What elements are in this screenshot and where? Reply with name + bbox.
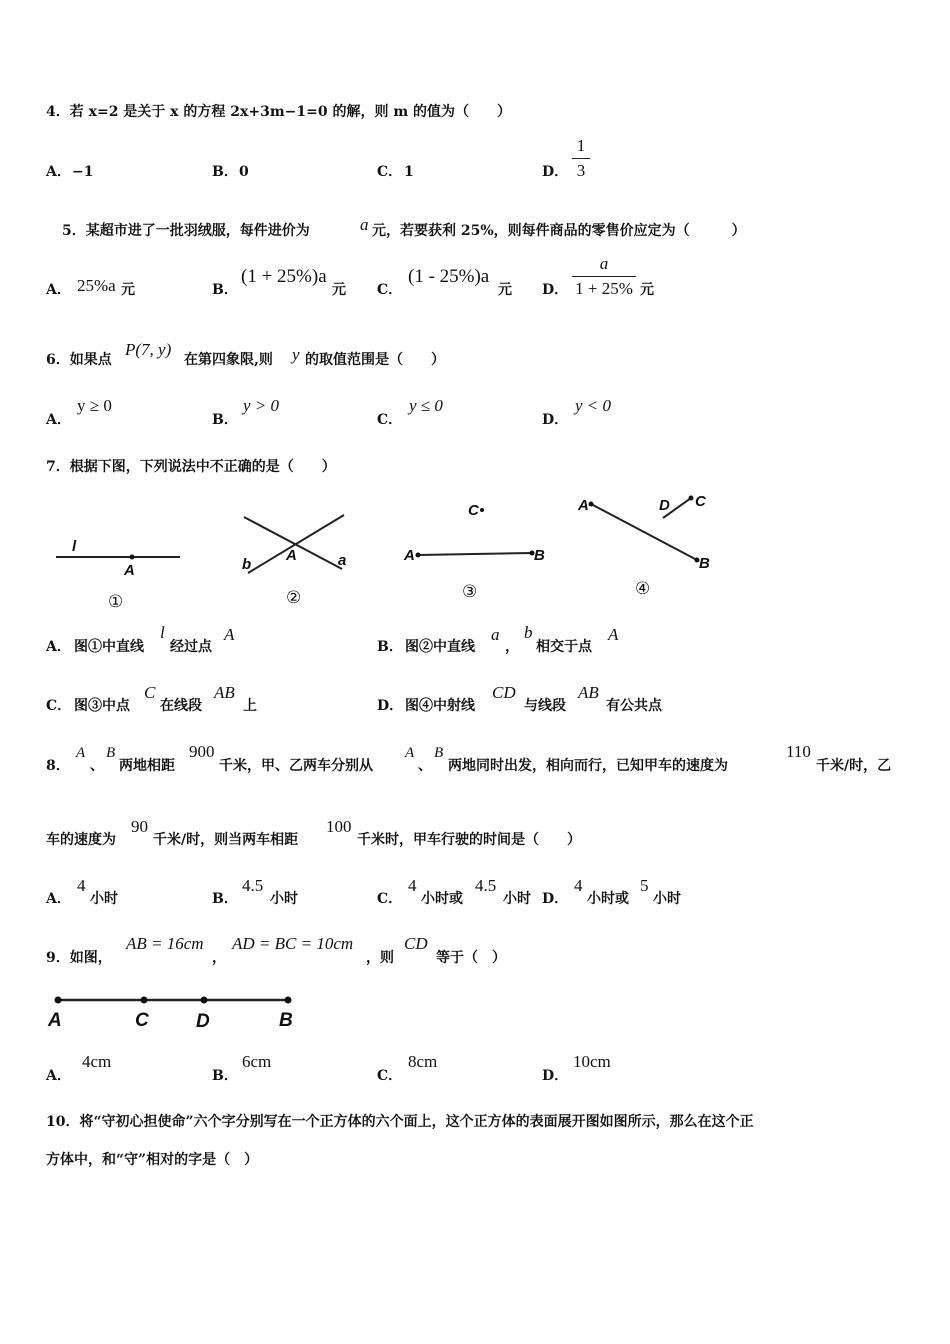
q5-option-a-label: A． bbox=[46, 282, 71, 298]
q8-var-b-2: B bbox=[434, 745, 444, 761]
q7-figure-1 bbox=[50, 535, 190, 615]
q10-line-1: 10．将“守初心担使命”六个字分别写在一个正方体的六个面上，这个正方体的表面展开图如图所示，那么在这个正 bbox=[46, 1114, 754, 1130]
q5-option-b-unit: 元 bbox=[332, 282, 346, 298]
q5-option-b-label: B． bbox=[212, 282, 238, 298]
q7-option-d-text-1: 图④中射线 bbox=[405, 698, 475, 714]
q9-option-d-value: 10cm bbox=[573, 1052, 611, 1071]
point-c bbox=[689, 496, 694, 501]
figure-number-2: ② bbox=[286, 588, 302, 607]
q8-var-a: A bbox=[76, 745, 86, 761]
q8-text-6: 千米/时，则当两车相距 bbox=[153, 832, 299, 848]
q8-option-b-label: B． bbox=[212, 891, 238, 907]
q5-stem-post: 元，若要获利 25%，则每件商品的零售价应定为（ ） bbox=[372, 223, 746, 239]
q9-option-a-label: A． bbox=[46, 1068, 71, 1084]
q4-option-b-label: B． bbox=[212, 164, 238, 180]
label-c: C bbox=[695, 493, 706, 510]
q8-value-100: 100 bbox=[326, 817, 352, 836]
q10-line-2: 方体中，和“守”相对的字是（ ） bbox=[46, 1152, 259, 1168]
q4-option-a-label: A． bbox=[46, 164, 71, 180]
q9-option-c-value: 8cm bbox=[408, 1052, 438, 1071]
label-a: A bbox=[124, 562, 135, 579]
q5-option-d-unit: 元 bbox=[640, 282, 654, 298]
q5-option-a-math: 25%a bbox=[77, 276, 116, 295]
q9-figure bbox=[46, 990, 306, 1035]
q5-option-d-label: D． bbox=[542, 282, 569, 298]
q8-option-b-value: 4.5 bbox=[242, 876, 264, 895]
q9-option-b-label: B． bbox=[212, 1068, 238, 1084]
q4-option-c-label: C． bbox=[377, 164, 403, 180]
q4-option-d-fraction bbox=[572, 136, 590, 181]
q6-stem-mid: 在第四象限,则 bbox=[184, 352, 273, 368]
q8-value-90: 90 bbox=[131, 817, 148, 836]
q5-option-a-unit: 元 bbox=[121, 282, 135, 298]
q4-option-d-label: D． bbox=[542, 164, 569, 180]
q5-stem-pre: 5．某超市进了一批羽绒服，每件进价为 bbox=[62, 223, 310, 239]
q8-text-3: 两地同时出发，相向而行，已知甲车的速度为 bbox=[448, 758, 728, 774]
q5-option-c-math: (1 - 25%)a bbox=[408, 266, 490, 287]
q9-stem-pre: 9．如图， bbox=[46, 950, 112, 966]
q5-option-c-label: C． bbox=[377, 282, 403, 298]
q5-option-b-math: (1 + 25%)a bbox=[241, 266, 327, 287]
q9-option-a-value: 4cm bbox=[82, 1052, 112, 1071]
q8-value-900: 900 bbox=[189, 742, 215, 761]
q5-stem-var: a bbox=[360, 215, 369, 234]
q7-option-b-var-2: b bbox=[524, 623, 533, 642]
q5-option-d-denominator: 1 + 25% bbox=[575, 279, 633, 298]
q8-option-a-value: 4 bbox=[77, 876, 86, 895]
label-a-point: A bbox=[286, 547, 297, 564]
q8-sep-1: 、 bbox=[90, 758, 104, 774]
point-a bbox=[130, 555, 135, 560]
figure-number-1: ① bbox=[108, 592, 124, 611]
q7-figure-4 bbox=[575, 490, 720, 600]
q6-option-c-math: y ≤ 0 bbox=[409, 396, 443, 415]
label-b: B bbox=[534, 547, 545, 564]
q8-option-a-label: A． bbox=[46, 891, 71, 907]
q5-option-c-unit: 元 bbox=[498, 282, 512, 298]
q6-stem-var: y bbox=[292, 345, 300, 364]
q8-option-c-unit: 小时 bbox=[503, 891, 531, 907]
q5-option-d-fraction bbox=[572, 254, 636, 299]
q7-option-d-text-2: 与线段 bbox=[524, 698, 566, 714]
figure-number-3: ③ bbox=[462, 582, 478, 601]
q8-option-c-value-1: 4 bbox=[408, 876, 417, 895]
label-b: B bbox=[699, 555, 710, 572]
q8-text-4: 千米/时，乙 bbox=[816, 758, 892, 774]
q4-option-d-denominator: 3 bbox=[576, 161, 586, 180]
q6-stem-pre: 6．如果点 bbox=[46, 352, 112, 368]
q9-stem-post: 等于（ ） bbox=[436, 950, 506, 966]
q9-math-1: AB = 16cm bbox=[126, 934, 204, 953]
q7-option-c-label: C． bbox=[46, 698, 72, 714]
q7-option-d-label: D． bbox=[377, 698, 404, 714]
q7-option-b-var-3: A bbox=[608, 625, 619, 644]
label-l: l bbox=[72, 538, 77, 555]
q6-option-c-label: C． bbox=[377, 412, 403, 428]
q7-option-d-text-3: 有公共点 bbox=[606, 698, 662, 714]
q7-stem: 7．根据下图，下列说法中不正确的是（ ） bbox=[46, 459, 336, 475]
label-a: A bbox=[578, 497, 589, 514]
q6-option-a-math: y ≥ 0 bbox=[77, 396, 112, 415]
q8-option-c-or: 小时或 bbox=[421, 891, 463, 907]
q7-option-c-text-2: 在线段 bbox=[160, 698, 202, 714]
label-d: D bbox=[659, 497, 670, 514]
q7-option-c-var-1: C bbox=[144, 683, 156, 702]
point-c bbox=[141, 997, 148, 1004]
label-c: C bbox=[468, 502, 479, 519]
q8-var-b: B bbox=[106, 745, 116, 761]
q8-text-7: 千米时，甲车行驶的时间是（ ） bbox=[357, 832, 581, 848]
figure-number-4: ④ bbox=[635, 579, 651, 598]
point-b bbox=[285, 997, 292, 1004]
q9-math-2: AD = BC = 10cm bbox=[232, 934, 354, 953]
q7-option-b-text-2: 相交于点 bbox=[536, 639, 592, 655]
q9-option-d-label: D． bbox=[542, 1068, 569, 1084]
q7-option-c-text-1: 图③中点 bbox=[74, 698, 130, 714]
q7-option-d-var-2: AB bbox=[578, 683, 599, 702]
q7-option-c-text-3: 上 bbox=[243, 698, 257, 714]
q7-option-a-text-2: 经过点 bbox=[170, 639, 212, 655]
fraction-bar bbox=[572, 276, 636, 277]
q7-option-b-text-1: 图②中直线 bbox=[405, 639, 475, 655]
point-a bbox=[589, 502, 594, 507]
q6-option-d-math: y < 0 bbox=[575, 396, 612, 415]
q9-stem-mid: ，则 bbox=[366, 950, 394, 966]
q7-option-b-label: B． bbox=[377, 639, 403, 655]
q8-sep-2: 、 bbox=[418, 758, 432, 774]
q7-option-a-var-2: A bbox=[224, 625, 235, 644]
q7-figure-3 bbox=[400, 495, 560, 605]
label-b: B bbox=[279, 1010, 293, 1031]
label-a: A bbox=[48, 1010, 62, 1031]
q9-option-b-value: 6cm bbox=[242, 1052, 272, 1071]
q4-stem: 4．若 x=2 是关于 x 的方程 2x+3m−1=0 的解，则 m 的值为（ ） bbox=[46, 104, 512, 120]
fraction-bar bbox=[572, 158, 590, 159]
q7-option-a-label: A． bbox=[46, 639, 71, 655]
q8-option-a-unit: 小时 bbox=[90, 891, 118, 907]
q8-option-d-value-2: 5 bbox=[640, 876, 649, 895]
q9-option-c-label: C． bbox=[377, 1068, 403, 1084]
line-b bbox=[248, 515, 347, 573]
q4-option-c-value: 1 bbox=[404, 164, 414, 180]
q9-math-3: CD bbox=[404, 934, 428, 953]
q5-option-d-numerator: a bbox=[599, 254, 609, 273]
q8-var-a-2: A bbox=[405, 745, 415, 761]
q4-option-d-numerator: 1 bbox=[576, 136, 586, 155]
q8-option-d-value-1: 4 bbox=[574, 876, 583, 895]
point-a bbox=[55, 997, 62, 1004]
q8-text-2: 千米，甲、乙两车分别从 bbox=[219, 758, 373, 774]
segment-ab bbox=[591, 504, 697, 560]
q6-option-a-label: A． bbox=[46, 412, 71, 428]
q6-option-b-math: y > 0 bbox=[243, 396, 280, 415]
q8-option-c-label: C． bbox=[377, 891, 403, 907]
label-a: A bbox=[404, 547, 415, 564]
q7-option-d-var-1: CD bbox=[492, 683, 516, 702]
q8-text-5: 车的速度为 bbox=[46, 832, 116, 848]
q6-point: P(7, y) bbox=[125, 340, 172, 359]
q7-option-a-var-1: l bbox=[160, 623, 165, 642]
segment-ab bbox=[418, 553, 532, 555]
point-d bbox=[201, 997, 208, 1004]
q4-option-b-value: 0 bbox=[239, 164, 249, 180]
q8-option-d-label: D． bbox=[542, 891, 569, 907]
q8-value-110: 110 bbox=[786, 742, 811, 761]
q4-option-a-value: −1 bbox=[72, 164, 94, 180]
point-c bbox=[480, 508, 484, 512]
label-b: b bbox=[242, 556, 252, 573]
label-a-line: a bbox=[338, 552, 347, 569]
q8-option-c-value-2: 4.5 bbox=[475, 876, 497, 895]
q6-option-d-label: D． bbox=[542, 412, 569, 428]
q7-option-b-var-1: a bbox=[491, 625, 500, 644]
q7-option-b-sep: ， bbox=[505, 639, 519, 655]
q6-stem-post: 的取值范围是（ ） bbox=[305, 352, 445, 368]
q7-figure-2 bbox=[238, 505, 358, 610]
q9-sep: ， bbox=[212, 950, 226, 966]
q8-option-b-unit: 小时 bbox=[270, 891, 298, 907]
q6-option-b-label: B． bbox=[212, 412, 238, 428]
q8-option-d-unit: 小时 bbox=[653, 891, 681, 907]
label-c: C bbox=[135, 1010, 149, 1031]
q7-option-a-text-1: 图①中直线 bbox=[74, 639, 144, 655]
q8-number: 8． bbox=[46, 758, 70, 774]
q8-text-1: 两地相距 bbox=[119, 758, 175, 774]
label-d: D bbox=[196, 1011, 210, 1032]
q7-option-c-var-2: AB bbox=[214, 683, 235, 702]
q8-option-d-or: 小时或 bbox=[587, 891, 629, 907]
point-a bbox=[416, 553, 421, 558]
